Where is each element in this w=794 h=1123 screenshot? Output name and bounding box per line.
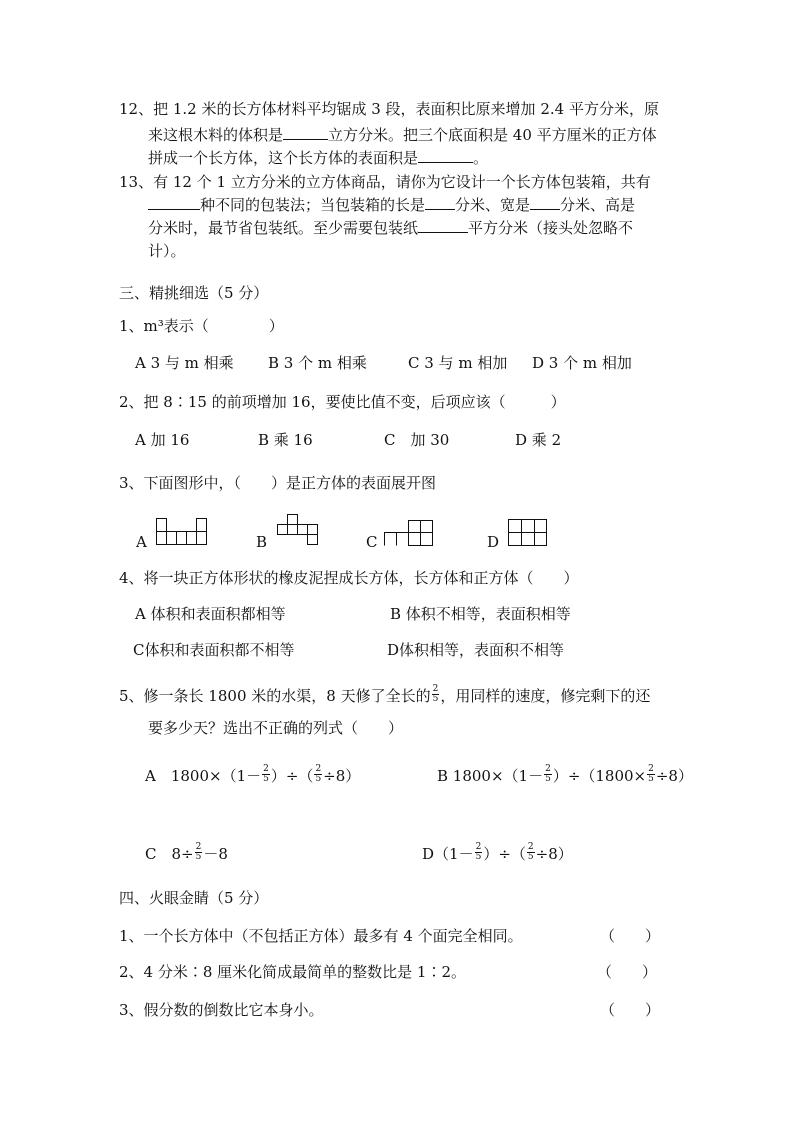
judge-answer-2[interactable]: （ ） xyxy=(597,963,658,981)
q5-stem-line2: 要多少天？选出不正确的列式（ ） xyxy=(148,719,404,737)
fraction: $\frac{2}{5}$ xyxy=(475,841,482,862)
fraction: $\frac{2}{5}$ xyxy=(315,763,322,784)
q5-text: ，用同样的速度，修完剩下的还 xyxy=(440,687,651,705)
q4-option-d[interactable]: D体积相等，表面积不相等 xyxy=(387,641,565,659)
cube-net-b[interactable] xyxy=(277,514,319,548)
fraction: $\frac{2}{5}$ xyxy=(195,841,202,862)
section4-title: 四、火眼金睛（5 分） xyxy=(119,889,269,907)
q12-line2 xyxy=(148,125,657,145)
cube-net-c[interactable] xyxy=(384,520,434,548)
q1-option-d[interactable]: D 3 个 m 相加 xyxy=(532,354,632,372)
fraction: $\frac{2}{5}$ xyxy=(527,841,534,862)
answer-blank[interactable] xyxy=(418,218,468,233)
fraction: $\frac{2}{5}$ xyxy=(263,763,269,784)
q5-option-a[interactable]: A 1800×（1－ $\frac{2}{5}$ ）÷（ $\frac{2}{5}$ ÷8） xyxy=(145,763,361,785)
q2-option-a[interactable]: A 加 16 xyxy=(135,431,190,449)
q13-line1: 13、有 12 个 1 立方分米的立方体商品，请你为它设计一个长方体包装箱，共有 xyxy=(119,173,651,191)
q13-line4: 计）。 xyxy=(148,242,186,260)
q12-text: 拼成一个长方体，这个长方体的表面积是 xyxy=(148,149,419,167)
q13-text: 平方分米（接头处忽略不 xyxy=(468,219,634,237)
answer-blank[interactable] xyxy=(425,195,455,210)
q12-text: 。 xyxy=(473,149,489,167)
q4-option-c[interactable]: C体积和表面积都不相等 xyxy=(133,641,295,659)
cube-net-d[interactable] xyxy=(508,519,548,547)
fraction: $\frac{2}{5}$ xyxy=(545,763,551,784)
section3-title: 三、精挑细选（5 分） xyxy=(119,284,269,302)
q2-option-c[interactable]: C 加 30 xyxy=(384,431,450,449)
q5-option-c[interactable]: C 8÷ $\frac{2}{5}$ －8 xyxy=(145,841,228,863)
q1-option-a[interactable]: A 3 与 m 相乘 xyxy=(135,354,234,372)
q1-option-b[interactable]: B 3 个 m 相乘 xyxy=(268,354,367,372)
judge-item-2: 2、4 分米∶8 厘米化简成最简单的整数比是 1∶2。 xyxy=(119,963,467,981)
judge-item-3: 3、假分数的倒数比它本身小。 xyxy=(119,1001,324,1019)
q13-text: 分米、高是 xyxy=(560,196,636,214)
fraction: $\frac{2}{5}$ xyxy=(432,683,439,704)
q5-option-d[interactable]: D（1－ $\frac{2}{5}$ ）÷（ $\frac{2}{5}$ ÷8） xyxy=(422,841,573,863)
q4-option-b[interactable]: B 体积不相等，表面积相等 xyxy=(390,605,571,623)
q3-option-d-label[interactable]: D xyxy=(487,533,500,551)
q2-option-d[interactable]: D 乘 2 xyxy=(515,431,562,449)
q13-line3 xyxy=(148,218,633,238)
q3-option-b-label[interactable]: B xyxy=(256,533,268,551)
q4-option-a[interactable]: A 体积和表面积都相等 xyxy=(135,605,286,623)
q13-text: 种不同的包装法；当包装箱的长是 xyxy=(200,196,426,214)
q2-stem: 2、把 8∶15 的前项增加 16，要使比值不变，后项应该（ ） xyxy=(119,393,566,411)
q1-option-c[interactable]: C 3 与 m 相加 xyxy=(408,354,508,372)
judge-answer-1[interactable]: （ ） xyxy=(600,927,661,945)
q12-text: 来这根木料的体积是 xyxy=(148,126,284,144)
q12-line3 xyxy=(148,148,488,168)
q12-line1: 12、把 1.2 米的长方体材料平均锯成 3 段，表面积比原来增加 2.4 平方分米，原 xyxy=(119,100,659,118)
q13-line2 xyxy=(148,195,635,215)
judge-item-1: 1、一个长方体中（不包括正方体）最多有 4 个面完全相同。 xyxy=(119,927,523,945)
q2-option-b[interactable]: B 乘 16 xyxy=(258,431,313,449)
q12-text: 立方分米。把三个底面积是 40 平方厘米的正方体 xyxy=(328,126,657,144)
q4-stem: 4、将一块正方体形状的橡皮泥捏成长方体，长方体和正方体（ ） xyxy=(119,569,579,587)
q5-option-b[interactable]: B 1800×（1－ $\frac{2}{5}$ ）÷（1800× $\frac{2}{5}$ ÷8） xyxy=(437,763,693,785)
q3-option-c-label[interactable]: C xyxy=(366,533,378,551)
answer-blank[interactable] xyxy=(530,195,560,210)
q3-stem: 3、下面图形中，（ ）是正方体的表面展开图 xyxy=(119,474,437,492)
q1-stem: 1、m³表示（ ） xyxy=(119,317,284,335)
q3-option-a-label[interactable]: A xyxy=(136,533,147,551)
judge-answer-3[interactable]: （ ） xyxy=(600,1001,661,1019)
q13-text: 分米、宽是 xyxy=(455,196,531,214)
answer-blank[interactable] xyxy=(283,125,328,140)
q5-stem-line1 xyxy=(119,683,651,707)
cube-net-a[interactable] xyxy=(156,518,209,546)
q5-text: 5、修一条长 1800 米的水渠，8 天修了全长的 xyxy=(119,687,431,705)
fraction: $\frac{2}{5}$ xyxy=(648,763,654,784)
q13-text: 分米时，最节省包装纸。至少需要包装纸 xyxy=(148,219,419,237)
answer-blank[interactable] xyxy=(148,195,200,210)
answer-blank[interactable] xyxy=(418,148,473,163)
